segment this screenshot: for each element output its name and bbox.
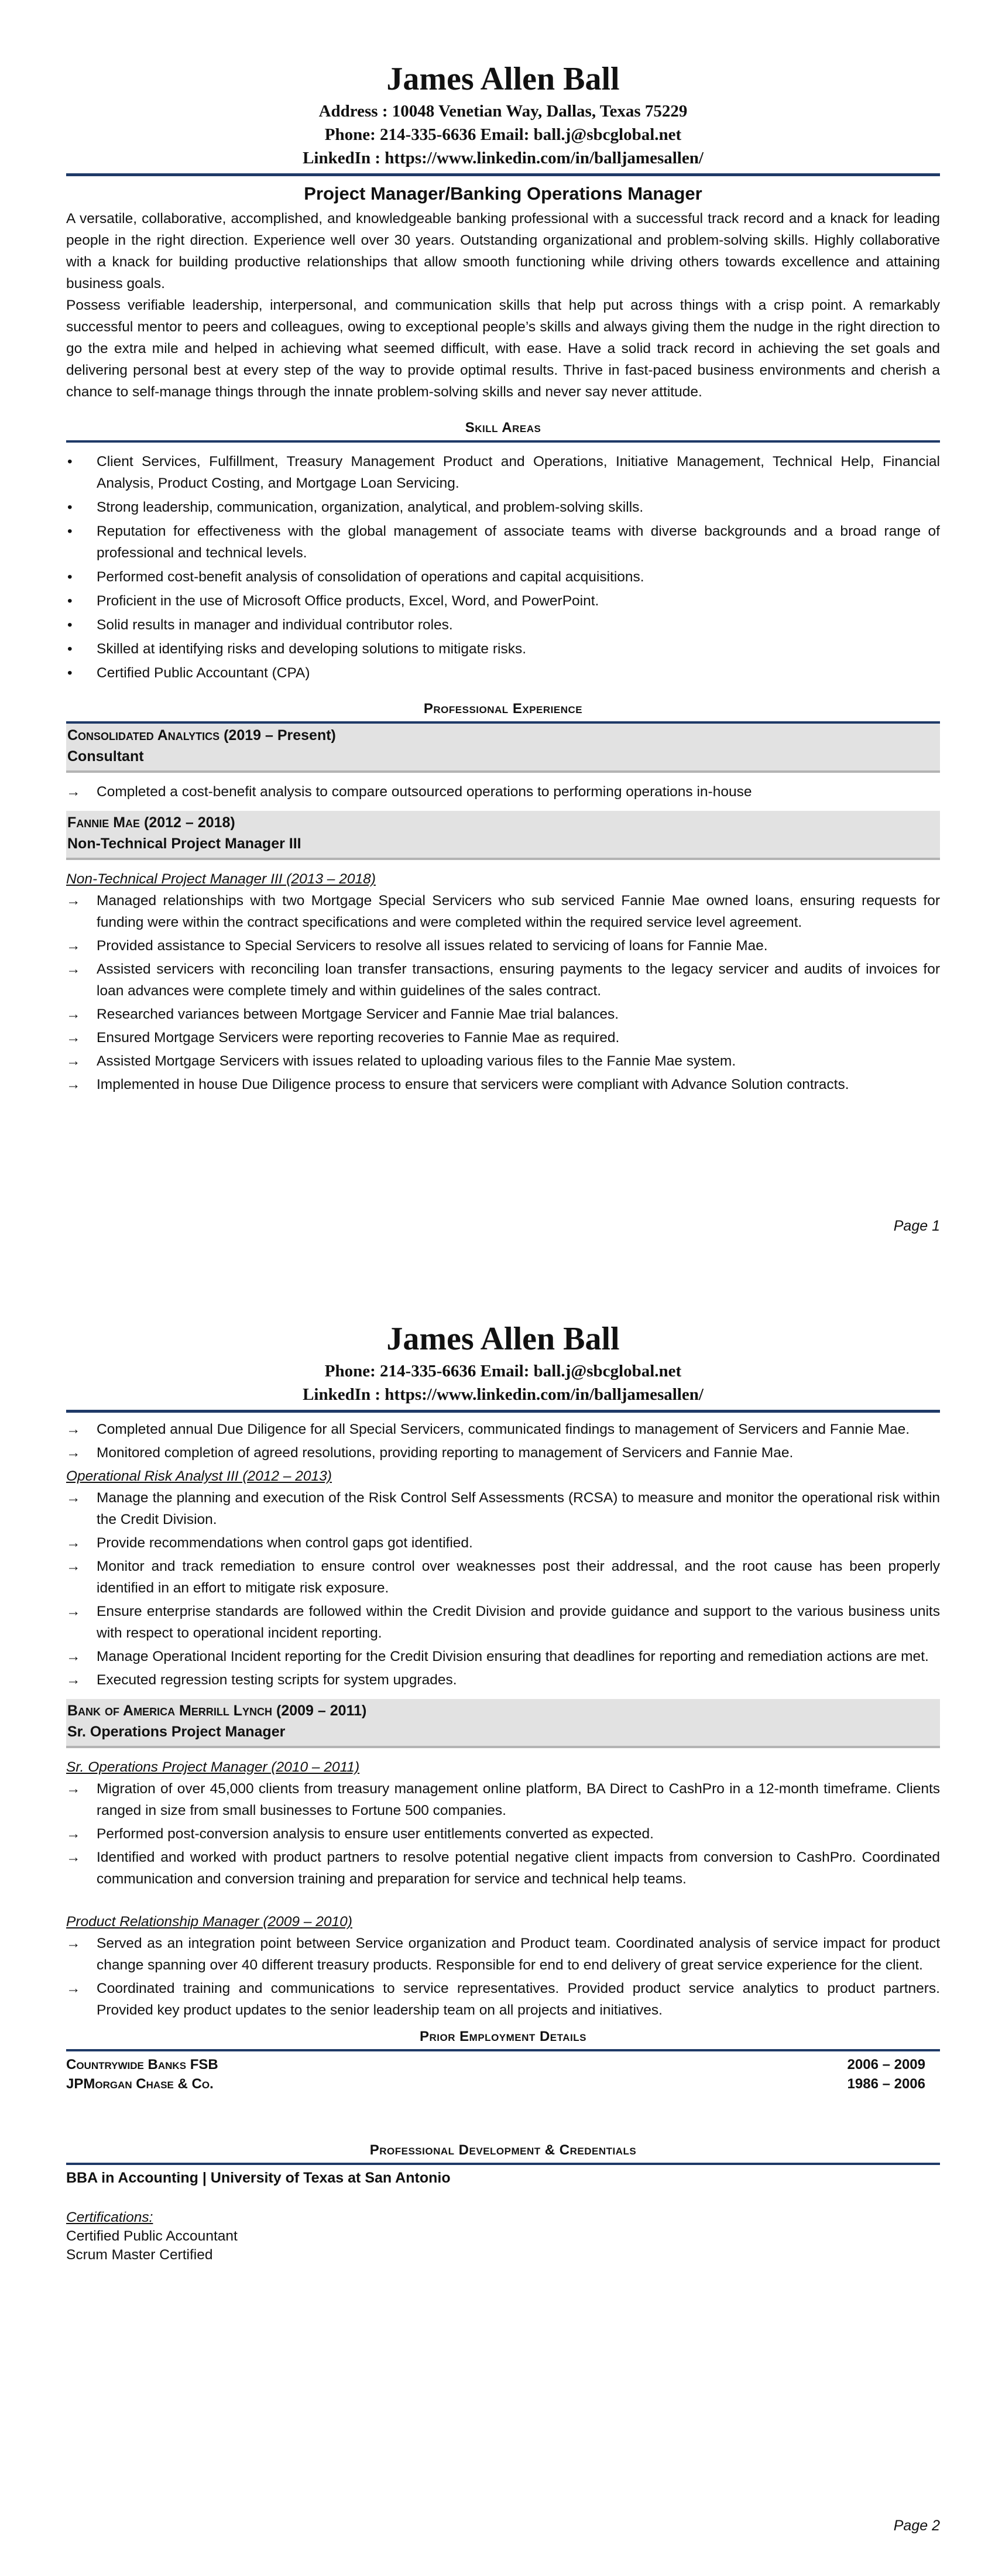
list-item: → Assisted Mortgage Servicers with issues related to uploading various files to the Fannie Mae system. (66, 1050, 940, 1072)
page-1-content (66, 59, 940, 1097)
employer-dates: (2009 – 2011) (272, 1703, 367, 1719)
prior-employer-row (66, 2074, 940, 2094)
list-item: → Served as an integration point between Service organization and Product team. Coordinated analysis of service impact for product change spanning over 40 different treasury products. Responsible for end to end delivery of great service experience for the client. (66, 1933, 940, 1976)
phone-email-line: Phone: 214-335-6636 Email: ball.j@sbcglobal.net (324, 1362, 682, 1381)
skills-section-title: Skill Areas (465, 420, 541, 436)
bullet-icon: • (67, 499, 73, 515)
list-item: → Migration of over 45,000 clients from treasury management online platform, BA Direct to CashPro in a 12-month timeframe. Clients ranged in size from small businesses to Fortune 500 companies. (66, 1778, 940, 1821)
candidate-name: James Allen Ball (386, 1321, 620, 1357)
arrow-icon: → (66, 1490, 81, 1506)
list-item: → Completed a cost-benefit analysis to compare outsourced operations to performing operations in-house (66, 781, 940, 803)
employer-name: Fannie Mae (67, 814, 140, 831)
list-item: → Managed relationships with two Mortgage Special Servicers who sub serviced Fannie Mae owned loans, ensuring requests for funding were within the contract specifications and were completed within the required service level agreement. (66, 890, 940, 933)
list-item: • Certified Public Accountant (CPA) (66, 662, 940, 684)
employer-dates: (2019 – Present) (219, 727, 336, 744)
page-2-content (66, 1318, 940, 2265)
skills-list (66, 451, 940, 684)
subrole-title: Non-Technical Project Manager III (2013 – 2018) (66, 871, 376, 887)
list-item: • Client Services, Fulfillment, Treasury Management Product and Operations, Initiative Management, Technical Help, Financial Analysis, Product Costing, and Mortgage Loan Servicing. (66, 451, 940, 494)
linkedin-line: LinkedIn : https://www.linkedin.com/in/balljamesallen/ (303, 149, 704, 167)
phone-email-line: Phone: 214-335-6636 Email: ball.j@sbcglobal.net (324, 125, 682, 144)
list-item: → Identified and worked with product partners to resolve potential negative client impacts from conversion to CashPro. Coordinated communication and conversion training and preparation for service and technical help teams. (66, 1847, 940, 1890)
bullet-icon: • (67, 523, 73, 539)
arrow-icon: → (66, 1936, 81, 1951)
bullet-icon: • (67, 454, 73, 470)
arrow-icon: → (66, 1781, 81, 1797)
certification-item: Certified Public Accountant (66, 2228, 238, 2244)
list-item: → Coordinated training and communications to service representatives. Provided product service analytics to product partners. Provided key product updates to the senior leadership team on all projects and initiatives. (66, 1978, 940, 2021)
page-number: Page 2 (893, 2517, 940, 2534)
boa-product-relationship-duties (66, 1933, 940, 2021)
list-item: → Implemented in house Due Diligence process to ensure that servicers were compliant with Advance Solution contracts. (66, 1074, 940, 1095)
list-item: → Executed regression testing scripts for system upgrades. (66, 1669, 940, 1691)
arrow-icon: → (66, 1535, 81, 1551)
list-item: → Ensured Mortgage Servicers were reporting recoveries to Fannie Mae as required. (66, 1027, 940, 1049)
list-item: → Performed post-conversion analysis to ensure user entitlements converted as expected. (66, 1823, 940, 1845)
employer-bank-of-america (66, 1699, 940, 1748)
section-divider (66, 440, 940, 443)
list-item: → Monitored completion of agreed resolutions, providing reporting to management of Servicers and Fannie Mae. (66, 1442, 940, 1464)
headline-title: Project Manager/Banking Operations Manager (304, 183, 702, 204)
arrow-icon: → (66, 938, 81, 954)
list-item: → Manage the planning and execution of the Risk Control Self Assessments (RCSA) to measure and monitor the operational risk within the Credit Division. (66, 1487, 940, 1530)
arrow-icon: → (66, 1672, 81, 1688)
list-item: • Reputation for effectiveness with the global management of associate teams with diverse backgrounds and a broad range of professional and technical levels. (66, 520, 940, 564)
prior-employer-name: JPMorgan Chase & Co. (66, 2076, 214, 2092)
arrow-icon: → (66, 784, 81, 800)
summary-paragraph: Possess verifiable leadership, interpersonal, and communication skills that help put across things with a crisp point. A remarkably successful mentor to peers and colleagues, owing to exceptional people’s skills and always giving them the nudge in the right direction to go the extra mile and helped in achieving what seemed difficult, with ease. Have a solid track record in achieving the set goals and delivering personal best at every step of the way to provide optimal results. Thrive in fast-paced business environments and cherish a chance to self-manage things through the innate problem-solving skills and never say never attitude. (66, 297, 940, 400)
list-item: → Manage Operational Incident reporting for the Credit Division ensuring that deadlines for reporting and remediation actions are met. (66, 1646, 940, 1667)
bullet-icon: • (67, 569, 73, 585)
employer-dates: (2012 – 2018) (140, 814, 235, 831)
arrow-icon: → (66, 1604, 81, 1619)
bullet-icon: • (67, 593, 73, 609)
arrow-icon: → (66, 1445, 81, 1461)
arrow-icon: → (66, 1558, 81, 1574)
section-divider (66, 2049, 940, 2051)
arrow-icon: → (66, 961, 81, 977)
arrow-icon: → (66, 1981, 81, 1996)
subrole-title: Product Relationship Manager (2009 – 2010) (66, 1914, 352, 1930)
resume-page-2 (0, 1288, 995, 2576)
certifications-label: Certifications: (66, 2210, 153, 2225)
list-item: • Proficient in the use of Microsoft Office products, Excel, Word, and PowerPoint. (66, 590, 940, 612)
arrow-icon: → (66, 893, 81, 909)
employer-role: Sr. Operations Project Manager (67, 1724, 286, 1740)
arrow-icon: → (66, 1849, 81, 1865)
candidate-name: James Allen Ball (386, 61, 620, 97)
fannie-project-manager-duties (66, 890, 940, 1095)
fannie-risk-analyst-duties (66, 1487, 940, 1691)
list-item: → Monitor and track remediation to ensure control over weaknesses post their addressal, and the root cause has been properly identified in an effort to mitigate risk exposure. (66, 1556, 940, 1599)
section-divider (66, 2163, 940, 2165)
bullet-icon: • (67, 641, 73, 657)
arrow-icon: → (66, 1649, 81, 1664)
page-number: Page 1 (893, 1218, 940, 1234)
list-item: → Researched variances between Mortgage Servicer and Fannie Mae trial balances. (66, 1003, 940, 1025)
bullet-icon: • (67, 665, 73, 681)
degree-line: BBA in Accounting | University of Texas at San Antonio (66, 2170, 451, 2186)
consolidated-duties-list (66, 781, 940, 803)
employer-name: Consolidated Analytics (67, 727, 220, 744)
prior-employer-dates: 1986 – 2006 (847, 2076, 925, 2092)
linkedin-line: LinkedIn : https://www.linkedin.com/in/balljamesallen/ (303, 1385, 704, 1404)
list-item: → Provide recommendations when control gaps got identified. (66, 1532, 940, 1554)
fannie-continued-duties (66, 1419, 940, 1464)
subrole-title: Operational Risk Analyst III (2012 – 2013) (66, 1468, 332, 1484)
arrow-icon: → (66, 1077, 81, 1092)
header-divider (66, 1410, 940, 1413)
arrow-icon: → (66, 1006, 81, 1022)
employer-role: Consultant (67, 748, 144, 765)
list-item: • Strong leadership, communication, organization, analytical, and problem-solving skills. (66, 496, 940, 518)
certification-item: Scrum Master Certified (66, 2247, 213, 2263)
prior-employer-dates: 2006 – 2009 (847, 2057, 925, 2073)
list-item: → Provided assistance to Special Servicers to resolve all issues related to servicing of loans for Fannie Mae. (66, 935, 940, 957)
prior-employment-title: Prior Employment Details (420, 2029, 586, 2044)
employer-name: Bank of America Merrill Lynch (67, 1703, 273, 1719)
arrow-icon: → (66, 1826, 81, 1842)
boa-sr-ops-duties (66, 1778, 940, 1890)
list-item: → Ensure enterprise standards are followed within the Credit Division and provide guidance and support to the various business units with respect to operational incident reporting. (66, 1601, 940, 1644)
header-divider (66, 173, 940, 176)
list-item: → Assisted servicers with reconciling loan transfer transactions, ensuring payments to the legacy servicer and audits of invoices for loan advances were complete timely and within guidelines of the sales contract. (66, 958, 940, 1002)
list-item: → Completed annual Due Diligence for all Special Servicers, communicated findings to management of Servicers and Fannie Mae. (66, 1419, 940, 1440)
list-item: • Solid results in manager and individual contributor roles. (66, 614, 940, 636)
summary-paragraph: A versatile, collaborative, accomplished, and knowledgeable banking professional with a successful track record and a knack for leading people in the right direction. Experience well over 30 years. Outstanding organizational and problem-solving skills. Highly collaborative with a knack for building productive relationships that allow smooth functioning while driving others towards excellence and attaining business goals. (66, 211, 940, 292)
employer-role: Non-Technical Project Manager III (67, 835, 301, 852)
subrole-title: Sr. Operations Project Manager (2010 – 2011) (66, 1759, 360, 1775)
address-line: Address : 10048 Venetian Way, Dallas, Texas 75229 (318, 102, 688, 121)
bullet-icon: • (67, 617, 73, 633)
employer-fannie-mae (66, 811, 940, 860)
prior-employer-name: Countrywide Banks FSB (66, 2057, 218, 2073)
development-section-title: Professional Development & Credentials (369, 2142, 637, 2158)
list-item: • Skilled at identifying risks and developing solutions to mitigate risks. (66, 638, 940, 660)
arrow-icon: → (66, 1053, 81, 1069)
experience-section-title: Professional Experience (423, 701, 583, 717)
list-item: • Performed cost-benefit analysis of consolidation of operations and capital acquisitions. (66, 566, 940, 588)
arrow-icon: → (66, 1030, 81, 1046)
prior-employer-row (66, 2055, 940, 2074)
employer-consolidated-analytics (66, 724, 940, 773)
summary-section (66, 208, 940, 403)
arrow-icon: → (66, 1421, 81, 1437)
